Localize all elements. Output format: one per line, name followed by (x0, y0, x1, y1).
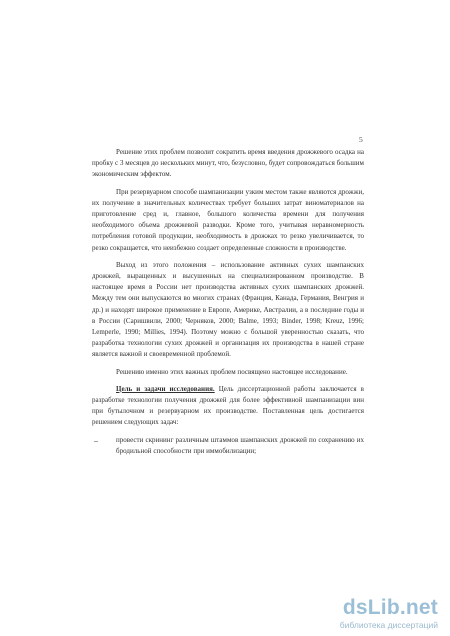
paragraph-goal (92, 384, 364, 429)
task-text: провести скрининг различным штаммов шампанских дрожжей по сохранению их бродильной способности при иммобилизации; (116, 435, 364, 455)
paragraph-2: При резервуарном способе шампанизации узким местом также являются дрожжи, их получение в значительных количествах требует больших затрат виноматериалов на приготовление сред и, главное, большого количества времени для получения необходимого объема дрожжевой разводки. Кроме того, учитывая неравномерность потребления готовой продукции, необходимость в дрожжах то резко увеличивается, то резко сокращается, что неизбежно создает определенные сложности в производстве. (92, 187, 364, 252)
paragraph-4: Решению именно этих важных проблем посвящено настоящее исследование. (116, 367, 348, 376)
watermark-logo: dsLib.net (342, 596, 438, 619)
body-text (92, 147, 364, 457)
watermark-subtitle: библиотека диссертаций (339, 620, 438, 630)
goal-heading: Цель и задачи исследования. (116, 384, 215, 393)
watermark (298, 596, 438, 632)
paragraph-1: Решение этих проблем позволит сократить время введения дрожжевого осадка на пробку с 3 месяцев до нескольких минут, что, безусловно, будет сопровождаться большим экономическим эффектом. (92, 148, 364, 179)
task-list (92, 435, 364, 457)
paragraph-3: Выход из этого положения – использование активных сухих шампанских дрожжей, выращенных и высушенных на специализированном производстве. В настоящее время в России нет производства активных сухих шампанских дрожжей. Между тем они выпускаются во многих странах (Франция, Канада, Германия, Венгрия и др.) и находят широкое применение в Европе, Америке, Австралии, а в последние годы и в России (Саришвили, 2000; Черняков, 2000; Balme, 1993; Binder, 1998; Kreuz, 1996; Lemperle, 1990; Millies, 1994). Поэтому можно с большой уверенностью сказать, что разработка технологии сухих дрожжей и организация их производства в нашей стране является важной и своевременной проблемой. (92, 260, 364, 359)
list-item (92, 435, 364, 457)
bullet-dash: – (94, 435, 99, 445)
goal-text: Цель диссертационной работы заключается в разработке технологии получения дрожжей для более эффективной шампанизации вин при бутылочном и резервуарном их производстве. Поставленная цель достигается решением следующих задач: (92, 384, 364, 427)
page-number: 5 (359, 135, 363, 144)
